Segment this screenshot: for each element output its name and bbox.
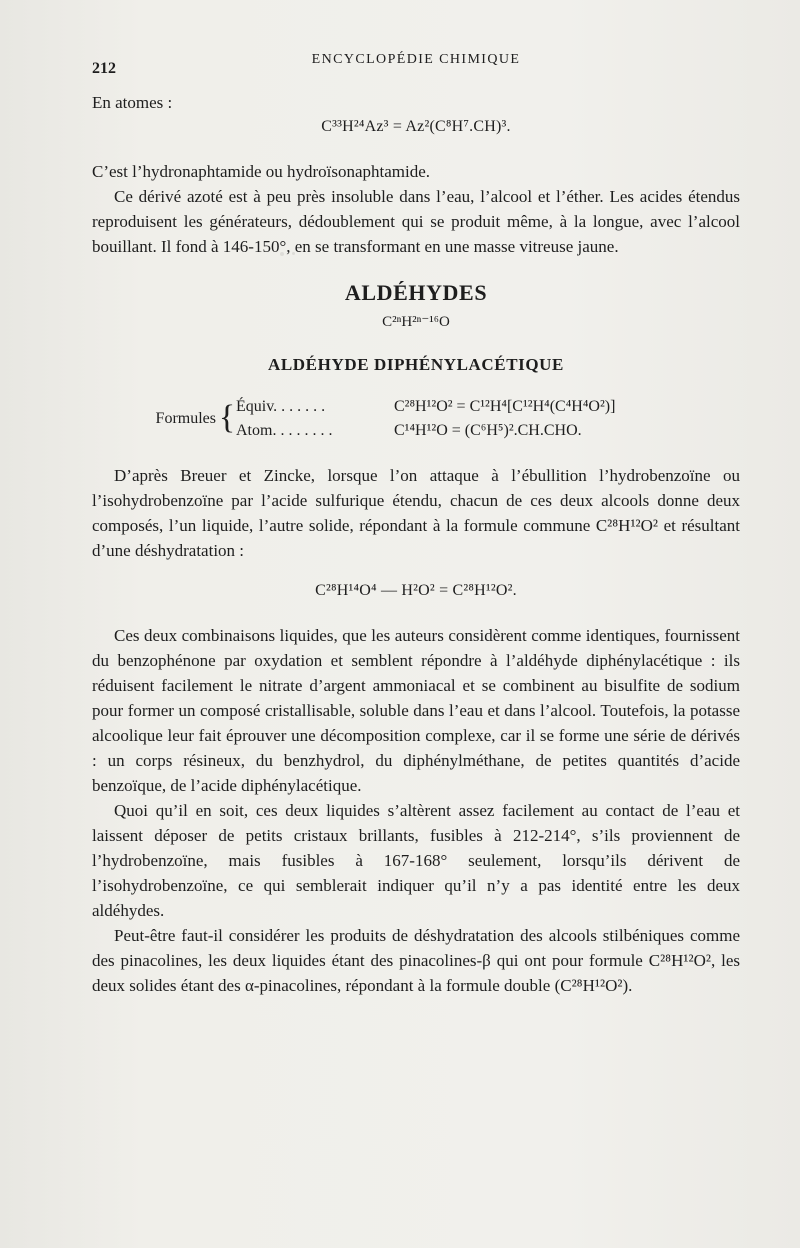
paragraph-4: Quoi qu’il en soit, ces deux liquides s’altèrent assez facilement au contact de l’eau et laissent déposer de petits cristaux brillants, fusibles à 212-214°, s’ils proviennent de l’hydrobenzoïne, mais fusibles à 167-168° seulement, lorsqu’ils dérivent de l’isohydrobenzoïne, ce qui semblerait indiquer qu’il n’y a pas identité entre les deux aldéhydes. xyxy=(92,801,740,920)
paragraph-2: D’après Breuer et Zincke, lorsque l’on attaque à l’ébullition l’hydrobenzoïne ou l’isohydrobenzoïne par l’acide sulfurique étendu, chacun de ces deux alcools donne deux composés, l’un liquide, l’autre solide, répondant à la formule commune C²⁸H¹²O² et résultant d’une déshydratation : xyxy=(92,466,740,560)
running-title: ENCYCLOPÉDIE CHIMIQUE xyxy=(311,52,521,67)
en-atomes-formula: C³³H²⁴Az³ = Az²(C⁸H⁷.CH)³. xyxy=(321,118,511,135)
formules-label: Formules xyxy=(155,410,216,427)
paragraph-1: Ce dérivé azoté est à peu près insoluble dans l’eau, l’alcool et l’éther. Les acides étendus reproduisent les générateurs, dédoublement qui se produit même, à la longue, avec l’alcool bouillant. Il fond à 146-150°, en se transformant en une masse vitreuse jaune. xyxy=(92,187,740,256)
page-number: 212 xyxy=(92,60,116,77)
formules-equiv-expression: C²⁸H¹²O² = C¹²H⁴[C¹²H⁴(C⁴H⁴O²)] xyxy=(394,398,616,415)
en-atomes-label: En atomes : xyxy=(92,93,173,112)
paragraph-3: Ces deux combinaisons liquides, que les auteurs considèrent comme identiques, fournissent du benzophénone par oxydation et semblent répondre à l’aldéhyde diphénylacétique : ils réduisent facilement le nitrate d’argent ammoniacal et se combinent au bisulfite de sodium pour former un composé cristallisable, soluble dans l’eau et dans l’alcool. Toutefois, la potasse alcoolique leur fait éprouver une décomposition complexe, car il se forme une série de dérivés : un corps résineux, du benzhydrol, du diphénylméthane, de petites quantités d’acide benzoïque, de l’acide diphénylacétique. xyxy=(92,626,740,795)
paragraph-5: Peut-être faut-il considérer les produits de déshydratation des alcools stilbéniques comme des pinacolines, les deux liquides étant des pinacolines-β qui ont pour formule C²⁸H¹²O², les deux solides étant des α-pinacolines, répondant à la formule double (C²⁸H¹²O²). xyxy=(92,926,740,995)
formules-block xyxy=(92,395,740,443)
formules-brace: { xyxy=(218,399,236,436)
hydro-line: C’est l’hydronaphtamide ou hydroïsonaphtamide. xyxy=(92,162,431,181)
dehydration-formula: C²⁸H¹⁴O⁴ — H²O² = C²⁸H¹²O². xyxy=(315,582,517,599)
formules-atom-expression: C¹⁴H¹²O = (C⁶H⁵)².CH.CHO. xyxy=(394,422,582,439)
section-title: ALDÉHYDES xyxy=(344,280,488,305)
page-header xyxy=(92,52,740,80)
section-formula: C²ⁿH²ⁿ⁻¹⁶O xyxy=(382,314,450,330)
formules-atom-label: Atom. . . . . . . . xyxy=(236,422,333,439)
formules-equiv-label: Équiv. . . . . . . xyxy=(236,398,326,415)
subsection-title: ALDÉHYDE DIPHÉNYLACÉTIQUE xyxy=(267,355,564,374)
document-body xyxy=(92,90,740,998)
